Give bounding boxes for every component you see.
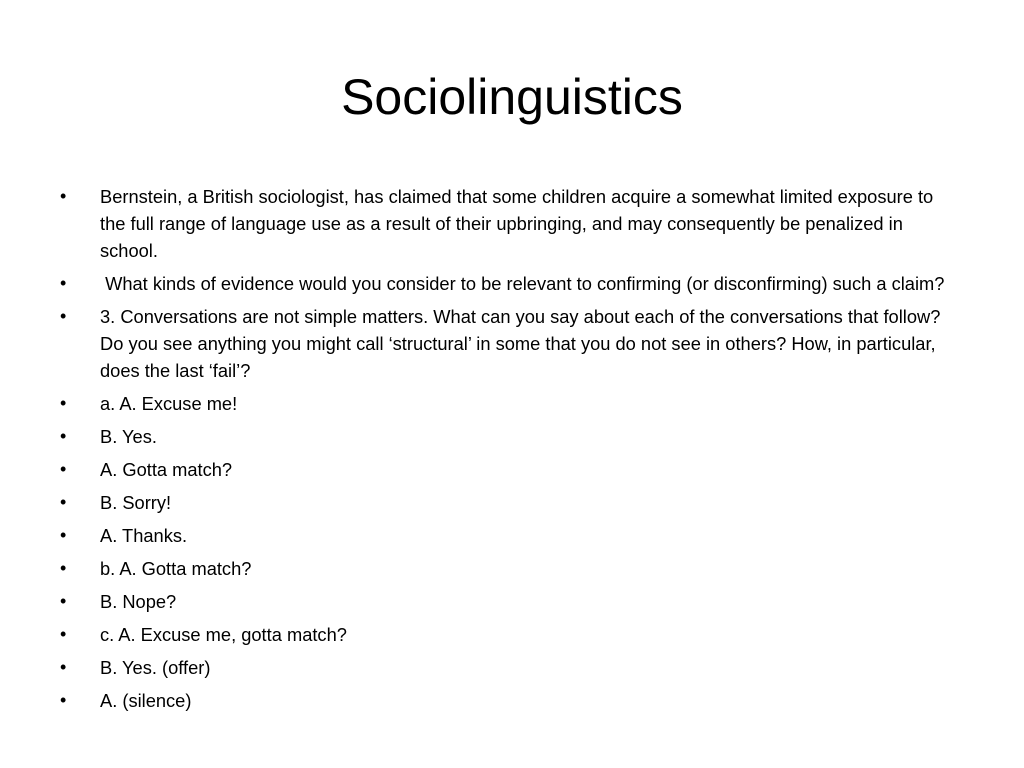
bullet-item [56, 390, 956, 417]
bullet-icon: • [60, 186, 67, 206]
bullet-item [56, 303, 956, 384]
bullet-text: c. A. Excuse me, gotta match? [100, 624, 347, 645]
bullet-icon: • [60, 558, 67, 578]
bullet-item [56, 489, 956, 516]
bullet-item [56, 183, 956, 264]
bullet-text: 3. Conversations are not simple matters. What can you say about each of the conversations that follow? Do you see anything you might call ‘structural’ in some that you do not see in others? How, in particular, does the last ‘fail’? [100, 306, 946, 381]
bullet-icon: • [60, 306, 67, 326]
bullet-text: B. Yes. (offer) [100, 657, 211, 678]
bullet-icon: • [60, 273, 67, 293]
slide-title: Sociolinguistics [341, 69, 683, 125]
bullet-text: B. Sorry! [100, 492, 172, 513]
bullet-text: A. Thanks. [100, 525, 188, 546]
bullet-icon: • [60, 690, 67, 710]
bullet-icon: • [60, 591, 67, 611]
bullet-icon: • [60, 657, 67, 677]
bullet-icon: • [60, 426, 67, 446]
bullet-text: What kinds of evidence would you consider to be relevant to confirming (or disconfirming) such a claim? [100, 273, 945, 294]
bullet-text: Bernstein, a British sociologist, has claimed that some children acquire a somewhat limited exposure to the full range of language use as a result of their upbringing, and may consequently be penalized in school. [100, 186, 939, 261]
bullet-item [56, 423, 956, 450]
bullet-text: B. Nope? [100, 591, 177, 612]
bullet-item [56, 621, 956, 648]
bullet-item [56, 654, 956, 681]
bullet-icon: • [60, 393, 67, 413]
bullet-text: A. Gotta match? [100, 459, 233, 480]
bullet-item [56, 687, 956, 714]
bullet-item [56, 270, 956, 297]
bullet-item [56, 588, 956, 615]
bullet-icon: • [60, 525, 67, 545]
bullet-text: A. (silence) [100, 690, 192, 711]
bullet-text: a. A. Excuse me! [100, 393, 238, 414]
bullet-text: b. A. Gotta match? [100, 558, 252, 579]
bullet-icon: • [60, 624, 67, 644]
bullet-list [56, 183, 956, 720]
bullet-icon: • [60, 492, 67, 512]
bullet-item [56, 456, 956, 483]
bullet-text: B. Yes. [100, 426, 157, 447]
bullet-icon: • [60, 459, 67, 479]
bullet-item [56, 555, 956, 582]
bullet-item [56, 522, 956, 549]
